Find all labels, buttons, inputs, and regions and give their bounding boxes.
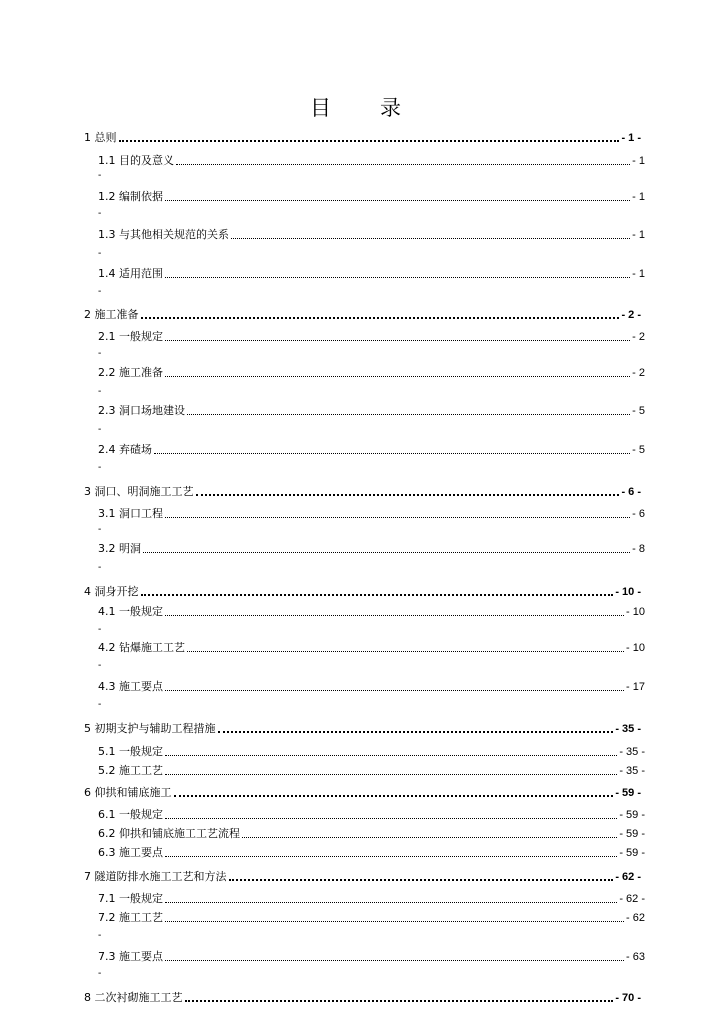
toc-entry-2-3[interactable] — [98, 404, 645, 418]
toc-label: 7 隧道防排水施工工艺和方法 — [84, 870, 227, 883]
page-wrap-dash: - — [98, 208, 102, 219]
dot-leader — [165, 375, 630, 377]
dot-leader — [187, 650, 624, 652]
toc-label: 1.4 适用范围 — [98, 267, 163, 280]
dot-leader — [119, 139, 620, 142]
dot-leader — [165, 276, 630, 278]
dot-leader — [231, 237, 630, 239]
toc-entry-1-2[interactable] — [98, 190, 645, 204]
toc-page: - 1 — [632, 268, 645, 280]
toc-page: - 8 — [632, 543, 645, 555]
dot-leader — [196, 493, 620, 496]
toc-entry-4[interactable] — [84, 585, 641, 599]
page-wrap-dash: - — [98, 424, 102, 435]
dot-leader — [165, 689, 624, 691]
page-wrap-dash: - — [98, 462, 102, 473]
page-title: 目 录 — [310, 96, 415, 120]
toc-page: - 35 - — [619, 746, 645, 758]
toc-page: - 59 - — [619, 847, 645, 859]
dot-leader — [165, 901, 617, 903]
dot-leader — [229, 878, 614, 881]
dot-leader — [165, 614, 624, 616]
toc-entry-2-1[interactable] — [98, 330, 645, 344]
toc-entry-4-1[interactable] — [98, 605, 645, 619]
toc-page: - 17 — [626, 681, 645, 693]
dot-leader — [165, 855, 617, 857]
toc-page: - 5 — [632, 405, 645, 417]
toc-entry-7-1[interactable] — [98, 892, 645, 906]
dot-leader — [185, 999, 614, 1002]
toc-page: - 10 - — [615, 586, 641, 598]
toc-entry-3-2[interactable] — [98, 542, 645, 556]
toc-label: 5.2 施工工艺 — [98, 764, 163, 777]
toc-entry-1-1[interactable] — [98, 154, 645, 168]
toc-page: - 6 — [632, 508, 645, 520]
toc-entry-5-2[interactable] — [98, 764, 645, 778]
toc-entry-8[interactable] — [84, 991, 641, 1005]
dot-leader — [165, 959, 624, 961]
toc-entry-6-3[interactable] — [98, 846, 645, 860]
toc-label: 6.2 仰拱和铺底施工工艺流程 — [98, 827, 240, 840]
toc-page: - 1 — [632, 191, 645, 203]
toc-label: 3.1 洞口工程 — [98, 507, 163, 520]
dot-leader — [165, 339, 630, 341]
toc-page: - 2 — [632, 331, 645, 343]
toc-label: 6 仰拱和铺底施工 — [84, 786, 172, 799]
toc-page: - 62 — [626, 912, 645, 924]
toc-entry-7-2[interactable] — [98, 911, 645, 925]
toc-label: 2.1 一般规定 — [98, 330, 163, 343]
toc-page: - 70 - — [615, 992, 641, 1004]
toc-entry-5[interactable] — [84, 722, 641, 736]
toc-page: - 5 — [632, 444, 645, 456]
dot-leader — [165, 199, 630, 201]
toc-page: - 10 — [626, 642, 645, 654]
toc-label: 1.1 目的及意义 — [98, 154, 174, 167]
page-wrap-dash: - — [98, 248, 102, 259]
dot-leader — [165, 817, 617, 819]
page-wrap-dash: - — [98, 286, 102, 297]
dot-leader — [165, 920, 624, 922]
toc-page: - 62 - — [619, 893, 645, 905]
toc-entry-2-2[interactable] — [98, 366, 645, 380]
toc-label: 7.2 施工工艺 — [98, 911, 163, 924]
toc-page: - 59 - — [619, 809, 645, 821]
toc-page: - 1 — [632, 229, 645, 241]
dot-leader — [143, 551, 630, 553]
toc-page: - 1 - — [621, 132, 641, 144]
page-wrap-dash: - — [98, 562, 102, 573]
page-wrap-dash: - — [98, 524, 102, 535]
toc-label: 4.2 钻爆施工工艺 — [98, 641, 185, 654]
toc-label: 2 施工准备 — [84, 308, 139, 321]
toc-label: 1.2 编制依据 — [98, 190, 163, 203]
page-wrap-dash: - — [98, 660, 102, 671]
toc-entry-6-1[interactable] — [98, 808, 645, 822]
toc-label: 6.1 一般规定 — [98, 808, 163, 821]
toc-entry-1-4[interactable] — [98, 267, 645, 281]
toc-entry-1-3[interactable] — [98, 228, 645, 242]
toc-label: 4 洞身开挖 — [84, 585, 139, 598]
dot-leader — [174, 794, 614, 797]
toc-entry-4-2[interactable] — [98, 641, 645, 655]
toc-label: 1.3 与其他相关规范的关系 — [98, 228, 229, 241]
toc-entry-5-1[interactable] — [98, 745, 645, 759]
toc-label: 2.2 施工准备 — [98, 366, 163, 379]
dot-leader — [141, 593, 614, 596]
toc-page: - 35 - — [619, 765, 645, 777]
toc-label: 5 初期支护与辅助工程措施 — [84, 722, 216, 735]
toc-label: 7.3 施工要点 — [98, 950, 163, 963]
toc-page: - 1 — [632, 155, 645, 167]
toc-entry-7-3[interactable] — [98, 950, 645, 964]
dot-leader — [141, 316, 620, 319]
page-wrap-dash: - — [98, 930, 102, 941]
toc-entry-2[interactable] — [84, 308, 641, 322]
page-wrap-dash: - — [98, 348, 102, 359]
toc-entry-4-3[interactable] — [98, 680, 645, 694]
page-wrap-dash: - — [98, 968, 102, 979]
toc-entry-2-4[interactable] — [98, 443, 645, 457]
page-wrap-dash: - — [98, 170, 102, 181]
toc-label: 2.3 洞口场地建设 — [98, 404, 185, 417]
toc-label: 4.3 施工要点 — [98, 680, 163, 693]
toc-page: - 35 - — [615, 723, 641, 735]
dot-leader — [218, 730, 614, 733]
toc-page: - 59 - — [615, 787, 641, 799]
dot-leader — [165, 754, 617, 756]
toc-label: 4.1 一般规定 — [98, 605, 163, 618]
toc-page: - 6 - — [621, 486, 641, 498]
toc-entry-6-2[interactable] — [98, 827, 645, 841]
toc-entry-7[interactable] — [84, 870, 641, 884]
toc-page: - 59 - — [619, 828, 645, 840]
dot-leader — [154, 452, 630, 454]
toc-label: 1 总则 — [84, 131, 117, 144]
dot-leader — [187, 413, 630, 415]
dot-leader — [165, 516, 630, 518]
toc-page: - 2 — [632, 367, 645, 379]
toc-entry-6[interactable] — [84, 786, 641, 800]
toc-label: 7.1 一般规定 — [98, 892, 163, 905]
toc-label: 2.4 弃碴场 — [98, 443, 152, 456]
toc-page: - 63 — [626, 951, 645, 963]
page-wrap-dash: - — [98, 699, 102, 710]
dot-leader — [165, 773, 617, 775]
page-wrap-dash: - — [98, 624, 102, 635]
toc-label: 3 洞口、明洞施工工艺 — [84, 485, 194, 498]
toc-entry-1[interactable] — [84, 131, 641, 145]
page-wrap-dash: - — [98, 386, 102, 397]
toc-page: - 62 - — [615, 871, 641, 883]
dot-leader — [242, 836, 617, 838]
toc-label: 5.1 一般规定 — [98, 745, 163, 758]
toc-label: 3.2 明洞 — [98, 542, 141, 555]
toc-entry-3[interactable] — [84, 485, 641, 499]
dot-leader — [176, 163, 630, 165]
toc-page: - 10 — [626, 606, 645, 618]
toc-label: 6.3 施工要点 — [98, 846, 163, 859]
toc-entry-3-1[interactable] — [98, 507, 645, 521]
toc-label: 8 二次衬砌施工工艺 — [84, 991, 183, 1004]
toc-page: - 2 - — [621, 309, 641, 321]
